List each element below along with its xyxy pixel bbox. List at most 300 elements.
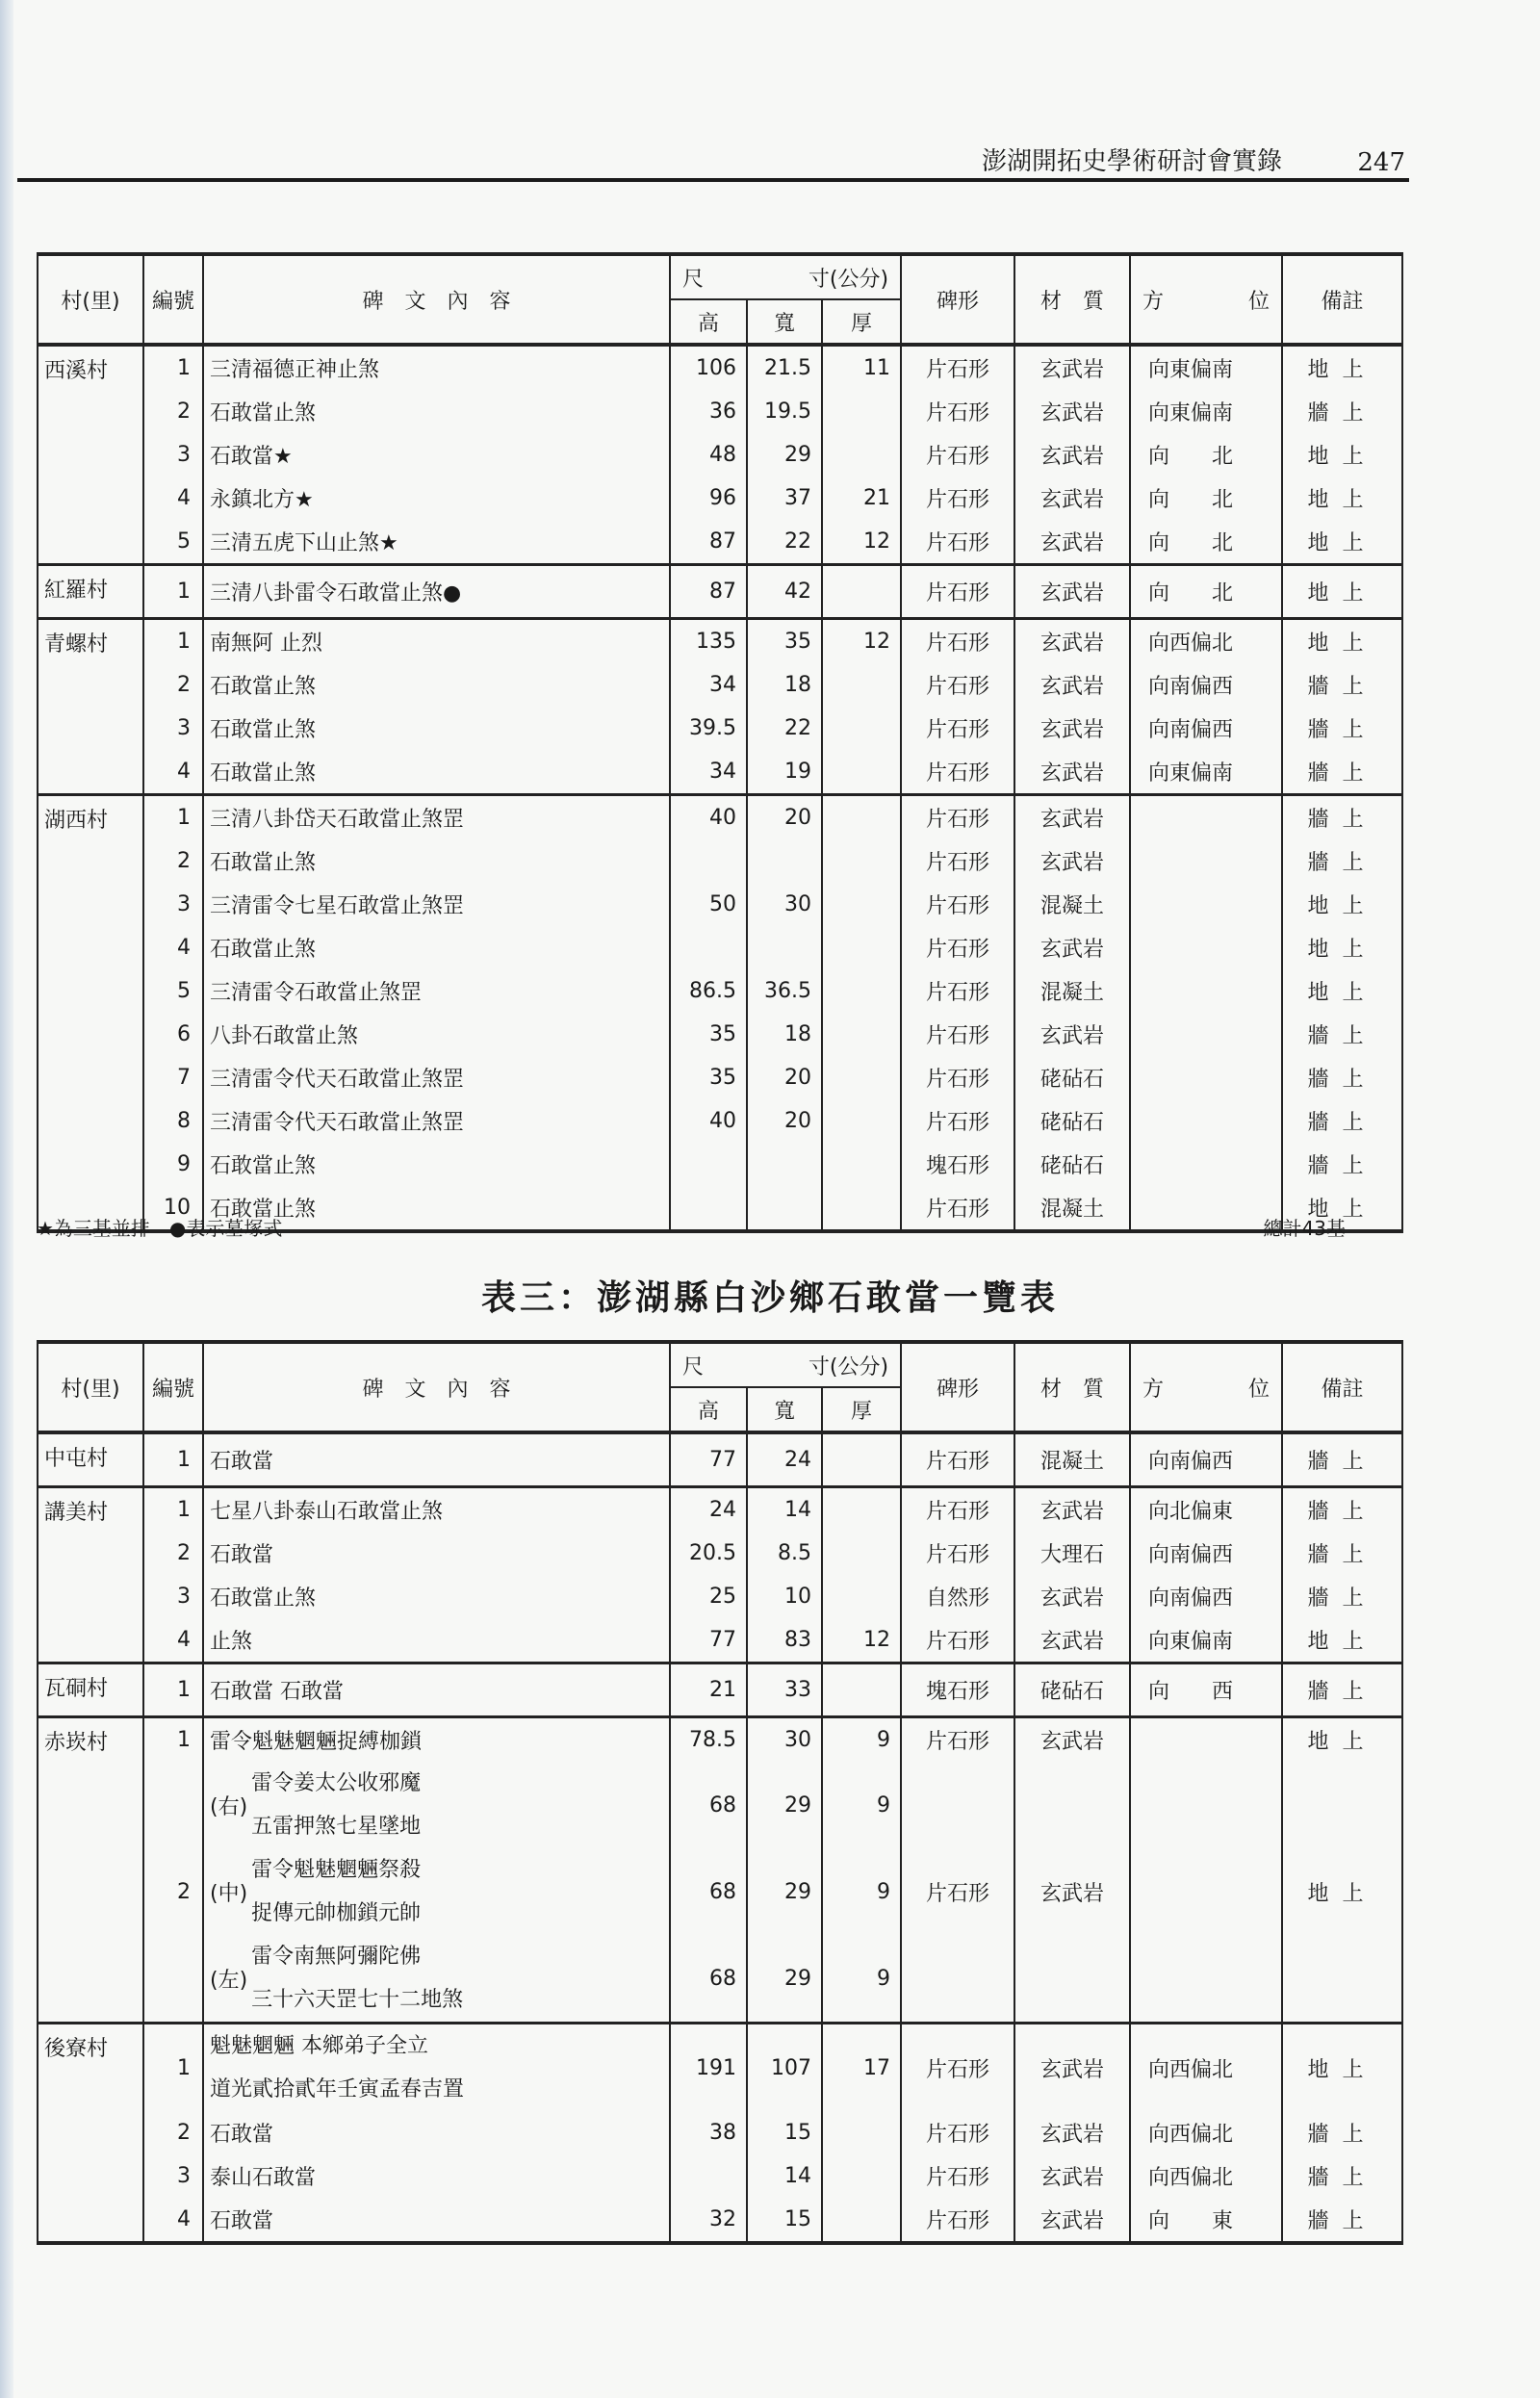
stone-number: 2 [143, 2111, 203, 2154]
stone-material: 玄武岩 [1014, 1575, 1130, 1618]
village-group [38, 345, 1402, 565]
table-row [38, 795, 1402, 840]
stone-shape: 片石形 [901, 707, 1014, 750]
inscription-line: 魁魅魍魎 本鄉弟子全立 [210, 2034, 428, 2058]
inscription-text: 石敢當 [203, 1432, 670, 1487]
table-header [38, 254, 1402, 345]
header-number: 編號 [143, 254, 203, 345]
footnote-total: 總計43基 [1263, 1217, 1346, 1240]
stone-shape: 片石形 [901, 2198, 1014, 2243]
village-group [38, 1663, 1402, 1717]
table-row [38, 839, 1402, 883]
stone-location-note: 牆上 [1282, 1487, 1402, 1533]
stone-number: 4 [143, 750, 203, 795]
stone-shape: 片石形 [901, 795, 1014, 840]
village-group [38, 1432, 1402, 1487]
size-width: 21.5 [747, 345, 822, 390]
inscription-text: 石敢當止煞 [203, 707, 670, 750]
stone-shape: 片石形 [901, 477, 1014, 520]
size-width: 29 [747, 1848, 822, 1935]
village-name: 後寮村 [38, 2024, 143, 2244]
inscription-text: 三清雷令代天石敢當止煞罡 [203, 1056, 670, 1099]
stone-location-note: 牆上 [1282, 795, 1402, 840]
size-width: 22 [747, 707, 822, 750]
stone-table-baisha [37, 1340, 1403, 2245]
footnote-legend: ★為三基並排 ●表示墓塚式 [37, 1217, 283, 1240]
table-row [38, 1762, 1402, 1848]
stone-number: 6 [143, 1013, 203, 1056]
header-material: 材 質 [1014, 254, 1130, 345]
stone-shape: 片石形 [901, 1013, 1014, 1056]
inscription-text: 石敢當★ [203, 433, 670, 477]
stone-location-note: 地上 [1282, 1717, 1402, 1763]
stone-material: 玄武岩 [1014, 520, 1130, 565]
stone-shape: 片石形 [901, 1432, 1014, 1487]
stone-number: 1 [143, 1487, 203, 1533]
stone-number: 1 [143, 1432, 203, 1487]
village-group [38, 619, 1402, 795]
stone-number: 4 [143, 926, 203, 969]
size-height: 135 [670, 619, 747, 664]
stone-shape: 片石形 [901, 1762, 1014, 2024]
stone-direction: 向南偏西 [1130, 1575, 1282, 1618]
header-number: 編號 [143, 1342, 203, 1432]
inscription-text: 三清雷令七星石敢當止煞罡 [203, 883, 670, 926]
size-thickness: 9 [822, 1762, 901, 1848]
inscription-text [203, 1762, 670, 1848]
inscription-text: 石敢當止煞 [203, 1143, 670, 1186]
stone-material: 玄武岩 [1014, 663, 1130, 707]
stone-direction [1130, 1099, 1282, 1143]
size-height: 77 [670, 1432, 747, 1487]
header-direction-label [1137, 1373, 1275, 1403]
stone-location-note: 牆上 [1282, 1432, 1402, 1487]
inscription-text: 三清雷令石敢當止煞罡 [203, 969, 670, 1013]
stone-direction [1130, 1056, 1282, 1099]
stone-direction: 向西偏北 [1130, 619, 1282, 664]
stone-direction: 向南偏西 [1130, 707, 1282, 750]
size-width: 107 [747, 2024, 822, 2112]
inscription-part [210, 1935, 663, 2022]
stone-shape: 片石形 [901, 926, 1014, 969]
size-thickness [822, 750, 901, 795]
stone-location-note: 地上 [1282, 1186, 1402, 1231]
stone-number: 3 [143, 707, 203, 750]
size-height: 39.5 [670, 707, 747, 750]
stone-number: 1 [143, 2024, 203, 2112]
stone-material: 玄武岩 [1014, 750, 1130, 795]
stone-shape: 片石形 [901, 1618, 1014, 1663]
village-name: 紅羅村 [38, 565, 143, 619]
inscription-text: 石敢當 [203, 2198, 670, 2243]
stone-material: 玄武岩 [1014, 619, 1130, 664]
stone-shape: 片石形 [901, 969, 1014, 1013]
stone-shape: 片石形 [901, 619, 1014, 664]
header-thickness: 厚 [822, 299, 901, 345]
stone-shape: 片石形 [901, 520, 1014, 565]
inscription-text: 八卦石敢當止煞 [203, 1013, 670, 1056]
stone-number: 5 [143, 520, 203, 565]
size-height: 50 [670, 883, 747, 926]
table-row [38, 1143, 1402, 1186]
header-size [670, 1342, 901, 1387]
stone-number: 2 [143, 839, 203, 883]
table-row [38, 707, 1402, 750]
header-size-right: 寸(公分) [808, 1354, 889, 1379]
header-material: 材 質 [1014, 1342, 1130, 1432]
table-row [38, 1575, 1402, 1618]
size-width [747, 926, 822, 969]
stone-direction: 向北偏東 [1130, 1487, 1282, 1533]
inscription-part [210, 1762, 663, 1848]
stone-number: 1 [143, 795, 203, 840]
size-thickness: 9 [822, 1848, 901, 1935]
stone-shape: 片石形 [901, 839, 1014, 883]
inscription-text [203, 1848, 670, 1935]
size-height: 40 [670, 795, 747, 840]
table-row [38, 2024, 1402, 2112]
inscription-text: 石敢當止煞 [203, 1186, 670, 1231]
stone-material: 玄武岩 [1014, 1013, 1130, 1056]
stone-material: 硓砧石 [1014, 1099, 1130, 1143]
stone-direction: 向 北 [1130, 477, 1282, 520]
size-thickness [822, 433, 901, 477]
size-thickness: 21 [822, 477, 901, 520]
header-direction-left: 方 [1142, 1377, 1165, 1402]
size-thickness [822, 707, 901, 750]
stone-direction: 向東偏南 [1130, 390, 1282, 433]
stone-direction [1130, 1762, 1282, 2024]
stone-number: 2 [143, 1762, 203, 2024]
header-village: 村(里) [38, 254, 143, 345]
size-thickness [822, 2111, 901, 2154]
table-row [38, 2154, 1402, 2198]
stone-location-note: 牆上 [1282, 1663, 1402, 1717]
table-row [38, 345, 1402, 390]
stone-shape: 片石形 [901, 1717, 1014, 1763]
size-height: 20.5 [670, 1532, 747, 1575]
size-thickness: 9 [822, 1717, 901, 1763]
size-height: 21 [670, 1663, 747, 1717]
size-width: 20 [747, 1099, 822, 1143]
stone-number: 3 [143, 1575, 203, 1618]
stone-shape: 片石形 [901, 1099, 1014, 1143]
inscription-text: 石敢當止煞 [203, 750, 670, 795]
inscription-lines [210, 2024, 663, 2111]
stone-location-note: 牆上 [1282, 1013, 1402, 1056]
size-thickness: 17 [822, 2024, 901, 2112]
table-row [38, 477, 1402, 520]
stone-material: 玄武岩 [1014, 345, 1130, 390]
size-height: 78.5 [670, 1717, 747, 1763]
stone-location-note: 牆上 [1282, 2198, 1402, 2243]
inscription-text: 石敢當止煞 [203, 839, 670, 883]
header-village: 村(里) [38, 1342, 143, 1432]
stone-number: 2 [143, 663, 203, 707]
stone-location-note: 地上 [1282, 926, 1402, 969]
stone-shape: 片石形 [901, 750, 1014, 795]
stone-material: 混凝土 [1014, 1432, 1130, 1487]
size-height: 87 [670, 520, 747, 565]
size-thickness [822, 1432, 901, 1487]
table-row [38, 969, 1402, 1013]
stone-number: 2 [143, 1532, 203, 1575]
stone-shape: 片石形 [901, 883, 1014, 926]
size-thickness: 12 [822, 1618, 901, 1663]
stone-direction: 向 東 [1130, 2198, 1282, 2243]
header-size-label [677, 263, 894, 293]
stone-shape: 片石形 [901, 433, 1014, 477]
table-header [38, 1342, 1402, 1432]
stone-location-note: 牆上 [1282, 1532, 1402, 1575]
size-thickness [822, 839, 901, 883]
inscription-text: 石敢當止煞 [203, 926, 670, 969]
size-height [670, 2154, 747, 2198]
table-row [38, 1532, 1402, 1575]
size-height: 86.5 [670, 969, 747, 1013]
inscription-lines [251, 1935, 463, 2022]
stone-material: 玄武岩 [1014, 2154, 1130, 2198]
inscription-text [203, 2024, 670, 2112]
header-size-right: 寸(公分) [808, 267, 889, 292]
size-width: 37 [747, 477, 822, 520]
stone-shape: 片石形 [901, 663, 1014, 707]
inscription-text: 三清八卦雷令石敢當止煞● [203, 565, 670, 619]
size-width: 30 [747, 883, 822, 926]
size-width: 18 [747, 663, 822, 707]
stone-location-note: 牆上 [1282, 2111, 1402, 2154]
size-thickness [822, 1487, 901, 1533]
size-width: 30 [747, 1717, 822, 1763]
inscription-line: 五雷押煞七星墜地 [251, 1815, 422, 1839]
stone-material: 玄武岩 [1014, 1762, 1130, 2024]
stone-material: 玄武岩 [1014, 926, 1130, 969]
header-size-left: 尺 [682, 1354, 705, 1379]
inscription-text: 石敢當 [203, 2111, 670, 2154]
size-width [747, 839, 822, 883]
inscription-lines [251, 1848, 421, 1935]
table-row [38, 1013, 1402, 1056]
size-width: 20 [747, 1056, 822, 1099]
stone-number: 4 [143, 2198, 203, 2243]
size-height: 38 [670, 2111, 747, 2154]
inscription-text: 止煞 [203, 1618, 670, 1663]
stone-location-note: 地上 [1282, 345, 1402, 390]
stone-direction: 向西偏北 [1130, 2024, 1282, 2112]
stone-number: 3 [143, 433, 203, 477]
size-height: 34 [670, 663, 747, 707]
size-height: 68 [670, 1762, 747, 1848]
size-height [670, 839, 747, 883]
stone-material: 玄武岩 [1014, 1717, 1130, 1763]
header-height: 高 [670, 1387, 747, 1432]
size-thickness [822, 795, 901, 840]
table-row [38, 926, 1402, 969]
size-thickness [822, 2198, 901, 2243]
stone-number: 4 [143, 1618, 203, 1663]
village-name: 瓦硐村 [38, 1663, 143, 1717]
header-width: 寬 [747, 299, 822, 345]
stone-location-note: 牆上 [1282, 839, 1402, 883]
size-width: 20 [747, 795, 822, 840]
stone-location-note: 牆上 [1282, 1143, 1402, 1186]
inscription-text: 三清八卦岱天石敢當止煞罡 [203, 795, 670, 840]
stone-direction: 向 北 [1130, 520, 1282, 565]
size-thickness: 11 [822, 345, 901, 390]
stone-location-note: 地上 [1282, 1762, 1402, 2024]
stone-number: 1 [143, 345, 203, 390]
village-name: 青螺村 [38, 619, 143, 795]
stone-location-note: 地上 [1282, 477, 1402, 520]
stone-direction: 向東偏南 [1130, 750, 1282, 795]
inscription-text: 七星八卦泰山石敢當止煞 [203, 1487, 670, 1533]
size-width: 33 [747, 1663, 822, 1717]
header-note: 備註 [1282, 1342, 1402, 1432]
stone-direction: 向東偏南 [1130, 345, 1282, 390]
village-name: 赤崁村 [38, 1717, 143, 2024]
stone-location-note: 牆上 [1282, 663, 1402, 707]
stone-shape: 塊石形 [901, 1143, 1014, 1186]
table-row [38, 433, 1402, 477]
village-group [38, 795, 1402, 1232]
table-row [38, 1056, 1402, 1099]
size-width: 29 [747, 1935, 822, 2024]
size-thickness [822, 1099, 901, 1143]
running-head [982, 142, 1405, 177]
stone-direction: 向東偏南 [1130, 1618, 1282, 1663]
size-height [670, 1143, 747, 1186]
inscription-line: 雷令南無阿彌陀佛 [251, 1945, 422, 1969]
inscription-position: (中) [210, 1881, 248, 1906]
stone-location-note: 地上 [1282, 2024, 1402, 2112]
header-shape: 碑形 [901, 1342, 1014, 1432]
size-thickness [822, 1056, 901, 1099]
inscription-text: 石敢當止煞 [203, 663, 670, 707]
inscription-line: 雷令姜太公收邪魔 [251, 1771, 422, 1795]
stone-direction: 向 北 [1130, 433, 1282, 477]
stone-number: 1 [143, 565, 203, 619]
stone-number: 10 [143, 1186, 203, 1231]
table-row [38, 2198, 1402, 2243]
header-size-left: 尺 [682, 267, 705, 292]
inscription-text: 三清福德正神止煞 [203, 345, 670, 390]
size-thickness [822, 1013, 901, 1056]
inscription-text: 雷令魁魅魍魎捉縛枷鎖 [203, 1717, 670, 1763]
stone-location-note: 地上 [1282, 1618, 1402, 1663]
stone-shape: 片石形 [901, 390, 1014, 433]
stone-number: 3 [143, 883, 203, 926]
size-width: 10 [747, 1575, 822, 1618]
stone-number: 4 [143, 477, 203, 520]
header-text: 碑 文 內 容 [203, 1342, 670, 1432]
stone-shape: 片石形 [901, 1186, 1014, 1231]
stone-material: 玄武岩 [1014, 2024, 1130, 2112]
size-thickness [822, 969, 901, 1013]
stone-direction: 向西偏北 [1130, 2154, 1282, 2198]
stone-location-note: 地上 [1282, 883, 1402, 926]
stone-direction [1130, 795, 1282, 840]
stone-shape: 塊石形 [901, 1663, 1014, 1717]
stone-direction [1130, 926, 1282, 969]
size-height: 96 [670, 477, 747, 520]
size-thickness: 12 [822, 619, 901, 664]
table-row [38, 390, 1402, 433]
stone-number: 7 [143, 1056, 203, 1099]
stone-material: 玄武岩 [1014, 707, 1130, 750]
inscription-text: 三清五虎下山止煞★ [203, 520, 670, 565]
header-note: 備註 [1282, 254, 1402, 345]
stone-material: 硓砧石 [1014, 1663, 1130, 1717]
stone-material: 玄武岩 [1014, 2111, 1130, 2154]
size-width [747, 1143, 822, 1186]
size-width: 14 [747, 2154, 822, 2198]
stone-number: 2 [143, 390, 203, 433]
stone-material: 混凝土 [1014, 1186, 1130, 1231]
stone-shape: 自然形 [901, 1575, 1014, 1618]
stone-shape: 片石形 [901, 565, 1014, 619]
size-width: 35 [747, 619, 822, 664]
table-row [38, 883, 1402, 926]
village-name: 西溪村 [38, 345, 143, 565]
stone-number: 3 [143, 2154, 203, 2198]
size-thickness: 9 [822, 1935, 901, 2024]
size-height: 34 [670, 750, 747, 795]
size-thickness [822, 2154, 901, 2198]
inscription-line: 三十六天罡七十二地煞 [251, 1988, 464, 2012]
stone-material: 玄武岩 [1014, 433, 1130, 477]
stone-location-note: 牆上 [1282, 1575, 1402, 1618]
stone-location-note: 牆上 [1282, 2154, 1402, 2198]
stone-shape: 片石形 [901, 345, 1014, 390]
page-edge [0, 0, 13, 2398]
size-width: 19.5 [747, 390, 822, 433]
size-height: 40 [670, 1099, 747, 1143]
table-footnote [37, 1213, 1346, 1241]
size-height [670, 926, 747, 969]
header-direction-label [1137, 285, 1275, 315]
village-name: 湖西村 [38, 795, 143, 1232]
size-width: 42 [747, 565, 822, 619]
stone-number: 5 [143, 969, 203, 1013]
stone-shape: 片石形 [901, 1487, 1014, 1533]
header-direction [1130, 1342, 1282, 1432]
stone-material: 玄武岩 [1014, 565, 1130, 619]
header-direction-right: 位 [1248, 1377, 1270, 1402]
size-height: 25 [670, 1575, 747, 1618]
stone-direction [1130, 839, 1282, 883]
size-thickness [822, 565, 901, 619]
size-height: 68 [670, 1935, 747, 2024]
stone-direction [1130, 1717, 1282, 1763]
village-group [38, 2024, 1402, 2244]
size-thickness [822, 1663, 901, 1717]
size-thickness [822, 1532, 901, 1575]
stone-direction: 向西偏北 [1130, 2111, 1282, 2154]
village-name: 講美村 [38, 1487, 143, 1663]
stone-number: 9 [143, 1143, 203, 1186]
stone-material: 硓砧石 [1014, 1056, 1130, 1099]
stone-material: 混凝土 [1014, 969, 1130, 1013]
stone-table-continued [37, 252, 1403, 1233]
stone-material: 玄武岩 [1014, 795, 1130, 840]
stone-direction [1130, 1143, 1282, 1186]
stone-shape: 片石形 [901, 1532, 1014, 1575]
inscription-text: 石敢當 [203, 1532, 670, 1575]
inscription-position: (左) [210, 1968, 248, 1993]
size-width: 36.5 [747, 969, 822, 1013]
stone-direction [1130, 883, 1282, 926]
inscription-position: (右) [210, 1794, 248, 1819]
